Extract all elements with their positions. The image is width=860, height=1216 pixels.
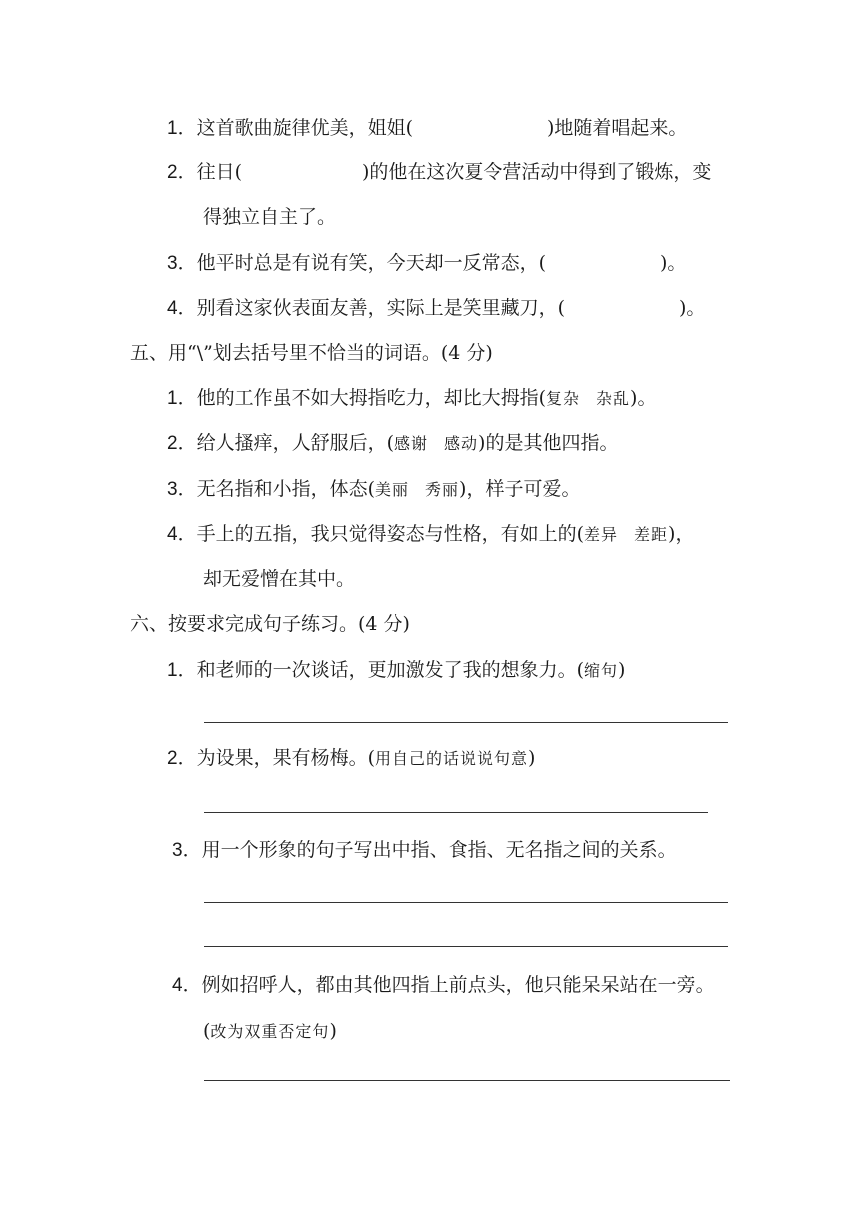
p5-q3-option-1[interactable]: 美丽 [375,480,410,499]
p4-q2-before: 往日( [196,161,242,183]
p6-question-3 [172,838,677,863]
p5-q4-option-2[interactable]: 差距 [634,525,669,544]
p5-q3-number: 3． [167,479,197,500]
p5-q3-after: )，样子可爱。 [459,478,581,500]
p5-question-4-continuation: 却无爱憎在其中。 [203,568,356,590]
p5-q1-option-1[interactable]: 复杂 [546,389,581,408]
p4-q3-number: 3． [167,253,197,274]
p4-q4-number: 4． [167,298,197,319]
p5-q3-before: 无名指和小指，体态( [196,478,375,500]
p4-question-2-continuation: 得独立自主了。 [203,206,337,228]
p6-q1-close: ) [618,659,626,681]
p4-q1-after: )地随着唱起来。 [547,117,688,139]
p5-q2-number: 2． [167,433,197,454]
p6-q3-answer-line-2[interactable] [204,946,728,947]
p6-question-1 [167,658,625,683]
p6-q3-number: 3． [172,840,202,861]
p6-q1-answer-line[interactable] [204,722,728,723]
p4-q3-after: )。 [660,252,687,274]
p6-q4-answer-line[interactable] [204,1080,730,1081]
section-5-heading: 五、用“\”划去括号里不恰当的词语。(4 分) [130,342,493,364]
p4-q3-before: 他平时总是有说有笑，今天却一反常态，( [196,252,546,274]
p5-q2-after: )的是其他四指。 [478,432,619,454]
p4-q4-before: 别看这家伙表面友善，实际上是笑里藏刀，( [196,297,565,319]
p5-q1-after: )。 [630,387,657,409]
p4-q1-number: 1． [167,118,197,139]
p5-q2-option-2[interactable]: 感动 [444,434,479,453]
p6-q3-answer-line-1[interactable] [204,902,728,903]
p4-question-1 [167,116,687,141]
p4-q1-before: 这首歌曲旋律优美，姐姐( [196,117,413,139]
p4-question-3 [167,251,686,276]
p5-q1-number: 1． [167,388,197,409]
p6-q2-instruction: 用自己的话说说句意 [375,749,529,768]
p6-q4-text: 例如招呼人，都由其他四指上前点头，他只能呆呆站在一旁。 [201,974,715,996]
p6-q1-number: 1． [167,660,197,681]
p5-q1-option-2[interactable]: 杂乱 [596,389,631,408]
p5-q4-after: )， [668,523,695,545]
p5-q4-before: 手上的五指，我只觉得姿态与性格，有如上的( [196,523,584,545]
p6-question-4 [172,973,715,998]
p6-question-4-instruction-line [203,1019,337,1044]
p6-question-2 [167,746,535,771]
p4-q2-after: )的他在这次夏令营活动中得到了锻炼，变 [362,161,712,183]
p6-q1-instruction: 缩句 [584,661,619,680]
p6-q4-instruction: 改为双重否定句 [210,1022,330,1041]
p5-q4-number: 4． [167,524,197,545]
p4-q2-number: 2． [167,162,197,183]
p6-q4-close: ) [329,1020,337,1042]
p5-question-2 [167,431,618,456]
p5-question-1 [167,386,656,411]
p6-q2-number: 2． [167,748,197,769]
p5-q1-before: 他的工作虽不如大拇指吃力，却比大拇指( [196,387,546,409]
p4-question-4 [167,296,705,321]
section-6-heading: 六、按要求完成句子练习。(4 分) [130,613,410,635]
p4-question-2 [167,160,711,185]
p4-q4-after: )。 [679,297,706,319]
p5-q2-before: 给人搔痒，人舒服后，( [196,432,394,454]
p6-q2-answer-line[interactable] [204,812,708,813]
p6-q2-text: 为设果，果有杨梅。( [196,747,375,769]
p5-q4-option-1[interactable]: 差异 [584,525,619,544]
p6-q2-close: ) [528,747,536,769]
p6-q1-text: 和老师的一次谈话，更加激发了我的想象力。( [196,659,584,681]
p6-q4-number: 4． [172,975,202,996]
p6-q3-text: 用一个形象的句子写出中指、食指、无名指之间的关系。 [201,839,677,861]
p5-q2-option-1[interactable]: 感谢 [394,434,429,453]
p6-q4-open: ( [203,1020,211,1042]
p5-question-4 [167,522,694,547]
p5-q3-option-2[interactable]: 秀丽 [425,480,460,499]
p5-question-3 [167,477,580,502]
